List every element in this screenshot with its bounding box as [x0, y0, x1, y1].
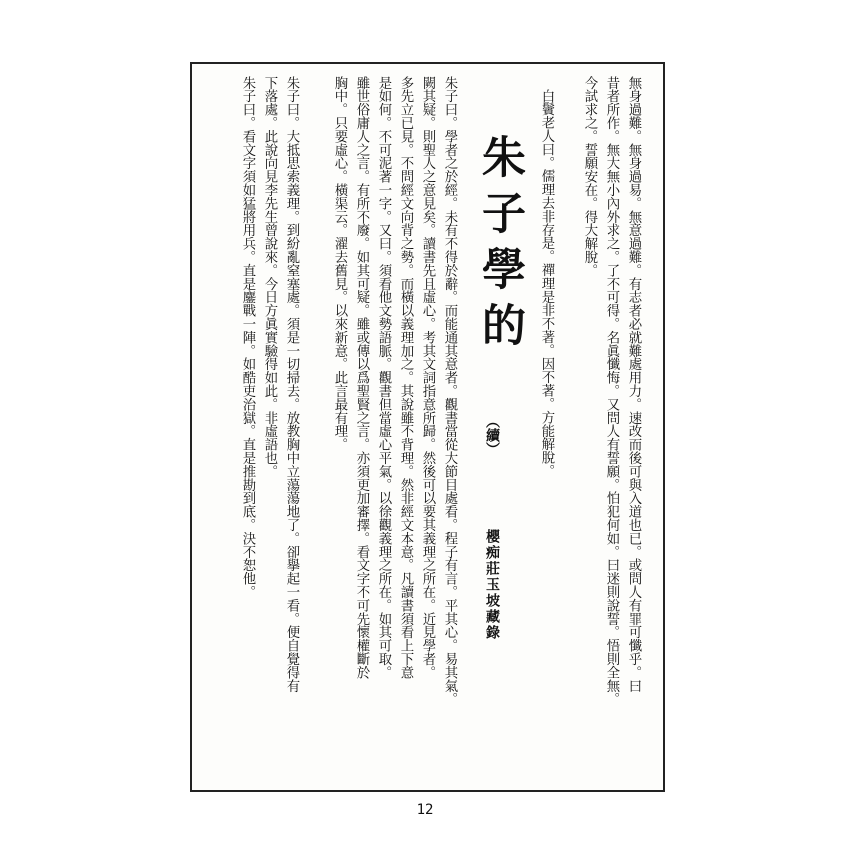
page-frame: [190, 62, 665, 792]
page-number: 12: [416, 802, 434, 818]
text-column-3: 今試求之。誓願安在。得大解脫。: [582, 76, 597, 277]
text-column-13: 朱子曰。看文字須如猛將用兵。直是鏖戰一陣。如酷吏治獄。直是推勘到底。決不恕他。: [240, 76, 255, 599]
article-subtitle: （續）: [484, 414, 500, 456]
article-author: 櫻痴莊玉坡藏錄: [484, 529, 500, 641]
text-column-1: 無身過難。無身過易。無意過難。有志者必就難處用力。速改而後可與入道也已。或問人有罪可懺乎。曰: [626, 76, 641, 693]
text-column-10: 胸中。只要虛心。橫渠云。濯去舊見。以來新意。此言最有理。: [332, 76, 347, 452]
text-column-2: 昔者所作。無大無小內外求之。了不可得。名眞懺悔。又問人有誓願。怕犯何如。曰迷則說誓。悟則全無。: [604, 76, 619, 706]
text-column-8: 是如何。不可泥著一字。又曰。須看他文勢語脈。觀書但當虛心平氣。以徐觀義理之所在。如其可取。: [376, 76, 391, 679]
text-column-11: 朱子曰。大抵思索義理。到紛亂窒塞處。須是一切掃去。放教胸中立蕩蕩地了。卻擧起一看。便自覺得有: [284, 76, 299, 693]
text-column-6: 闕其疑。則聖人之意見矣。讀書先且虛心。考其文詞指意所歸。然後可以要其義理之所在。近見學者。: [420, 76, 435, 679]
article-title: 朱子學的: [474, 134, 525, 358]
text-column-7: 多先立已見。不問經文向背之勢。而橫以義理加之。其說雖不背理。然非經文本意。凡讀書須看上下意: [398, 76, 413, 679]
text-column-5: 朱子曰。學者之於經。未有不得於辭。而能通其意者。觀書當從大節目處看。程子有言。平其心。易其氣。: [442, 76, 457, 706]
text-column-4: 白鬢老人曰。儒理去非存是。禪理是非不著。因不著。方能解脫。: [539, 89, 554, 478]
text-column-9: 雖世俗庸人之言。有所不廢。如其可疑。雖或傳以爲聖賢之言。亦須更加審擇。看文字不可先懷權斷於: [354, 76, 369, 679]
text-column-12: 下落處。此說向見李先生曾說來。今日方眞實驗得如此。非虛語也。: [262, 76, 277, 478]
